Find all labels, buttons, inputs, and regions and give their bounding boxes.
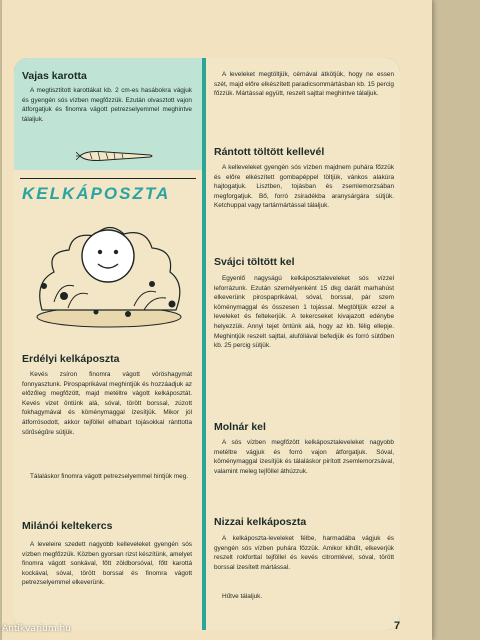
recipe-title-vajas-karotta: Vajas karotta xyxy=(22,70,87,82)
recipe-title-svajci: Svájci töltött kel xyxy=(214,256,295,268)
section-divider xyxy=(20,178,196,179)
watermark: Antikvarium.hu xyxy=(2,624,71,634)
recipe-text-vajas-karotta: A megtisztított karottákat kb. 2 cm-es hasábokra vágjuk és gyengén sós vízben megfőzzük. Ezután olvasztott vajon átforgatjuk és finomra vágott petrezselyemmel meghintve tálaljuk. xyxy=(22,87,192,123)
recipe-title-milanoi: Milánói keltekercs xyxy=(22,520,113,532)
cabbage-illustration xyxy=(24,212,194,332)
carrot-icon xyxy=(76,148,156,164)
page-number: 7 xyxy=(394,620,401,632)
recipe-title-molnar: Molnár kel xyxy=(214,421,266,433)
recipe-title-erdelyi: Erdélyi kelkáposzta xyxy=(22,353,120,365)
recipe-text-erdelyi-1: Kevés zsíron finomra vágott vöröshagymát fonnyasztunk. Pirospaprikával meghintjük és hozzáadjuk az előzőleg megfőzött, majd metéltre vágott kelkáposztát. Kevés vizet öntünk alá, sóval, törött borssal, zúzott fokhagymával és köménymaggal ízesítjük. Mikor jól átforrósodott, akkor tejföllel elhabart tojásokkal ránttotta sűrűségűre sütjük. xyxy=(22,371,192,436)
recipe-title-rantott: Rántott töltött kellevél xyxy=(214,146,325,158)
recipe-text-nizzai-2: Hűtve tálaljuk. xyxy=(222,593,263,600)
recipe-title-nizzai: Nizzai kelkáposzta xyxy=(214,516,307,528)
recipe-text-nizzai-1: A kelkáposzta-leveleket félbe, harmadába vágjuk és gyengén sós vízben puhára főzzük. Amikor kihűlt, elkeverjük reszelt rokforttal tejföllel és kevés citromlével, sóval, törött borssal ízesített mártással. xyxy=(214,535,394,571)
section-title: KELKÁPOSZTA xyxy=(22,184,171,203)
recipe-text-svajci: Egyenlő nagyságú kelkáposztaleveleket sós vízzel leforrázunk. Ezután személyenként 15 dkg darált marhahúst elkeverünk pirospaprikával, sóval, borssal, pár szem köménymaggal és összesen 1 tojással. Megtöltjük ezzel a leveleket és feltekerjük. A tekercseket kivajazott edénybe helyezzük. Annyi tejet öntünk alá, hogy az kb. félig ellepje. Meghintjük reszelt sajttal, alufóliával befedjük és forró sütőben kb. 25 percig sütjük. xyxy=(214,275,394,350)
recipe-text-rantott: A kelleveleket gyengén sós vízben majdnem puhára főzzük és előre elkészített gombapéppel töltjük, vánkos alakúra hajtogatjuk. Lisztben, tojásban és zsemlemorzsában megforgatjuk. Bő, forró zsiradékba aranysárgára sütjük. Ketchuppal vagy tartármártással tálaljuk. xyxy=(214,164,394,210)
recipe-text-milanoi-cont: A leveleket megtöltjük, cérnával átkötjük, hogy ne essen szét, majd előre elkészített paradicsommártásban kb. 15 percig főzzük. Mártással együtt, reszelt sajttal meghintve tálaljuk. xyxy=(214,71,394,98)
recipe-text-molnar: A sós vízben megfőzött kelkáposztaleveleket nagyobb metéltre vágjuk és forró vajon átforgatjuk. Sóval, köménymaggal ízesítjük és tálaláskor pirított zsemlemorzsával, valamint meleg tejföllel áthúzzuk. xyxy=(214,439,394,475)
recipe-text-erdelyi-2: Tálaláskor finomra vágott petrezselyemmel hintjük meg. xyxy=(30,473,189,480)
recipe-text-milanoi: A leveleire szedett nagyobb kelleveleket gyengén sós vízben megfőzzük. Közben gyorsan rizst készítünk, amelyet finomra vágott sonkával, főtt zöldborsóval, főtt karottá kockával, sóval, törött borssal és finomra vágott petrezselyemmel elkeverünk. xyxy=(22,541,192,587)
